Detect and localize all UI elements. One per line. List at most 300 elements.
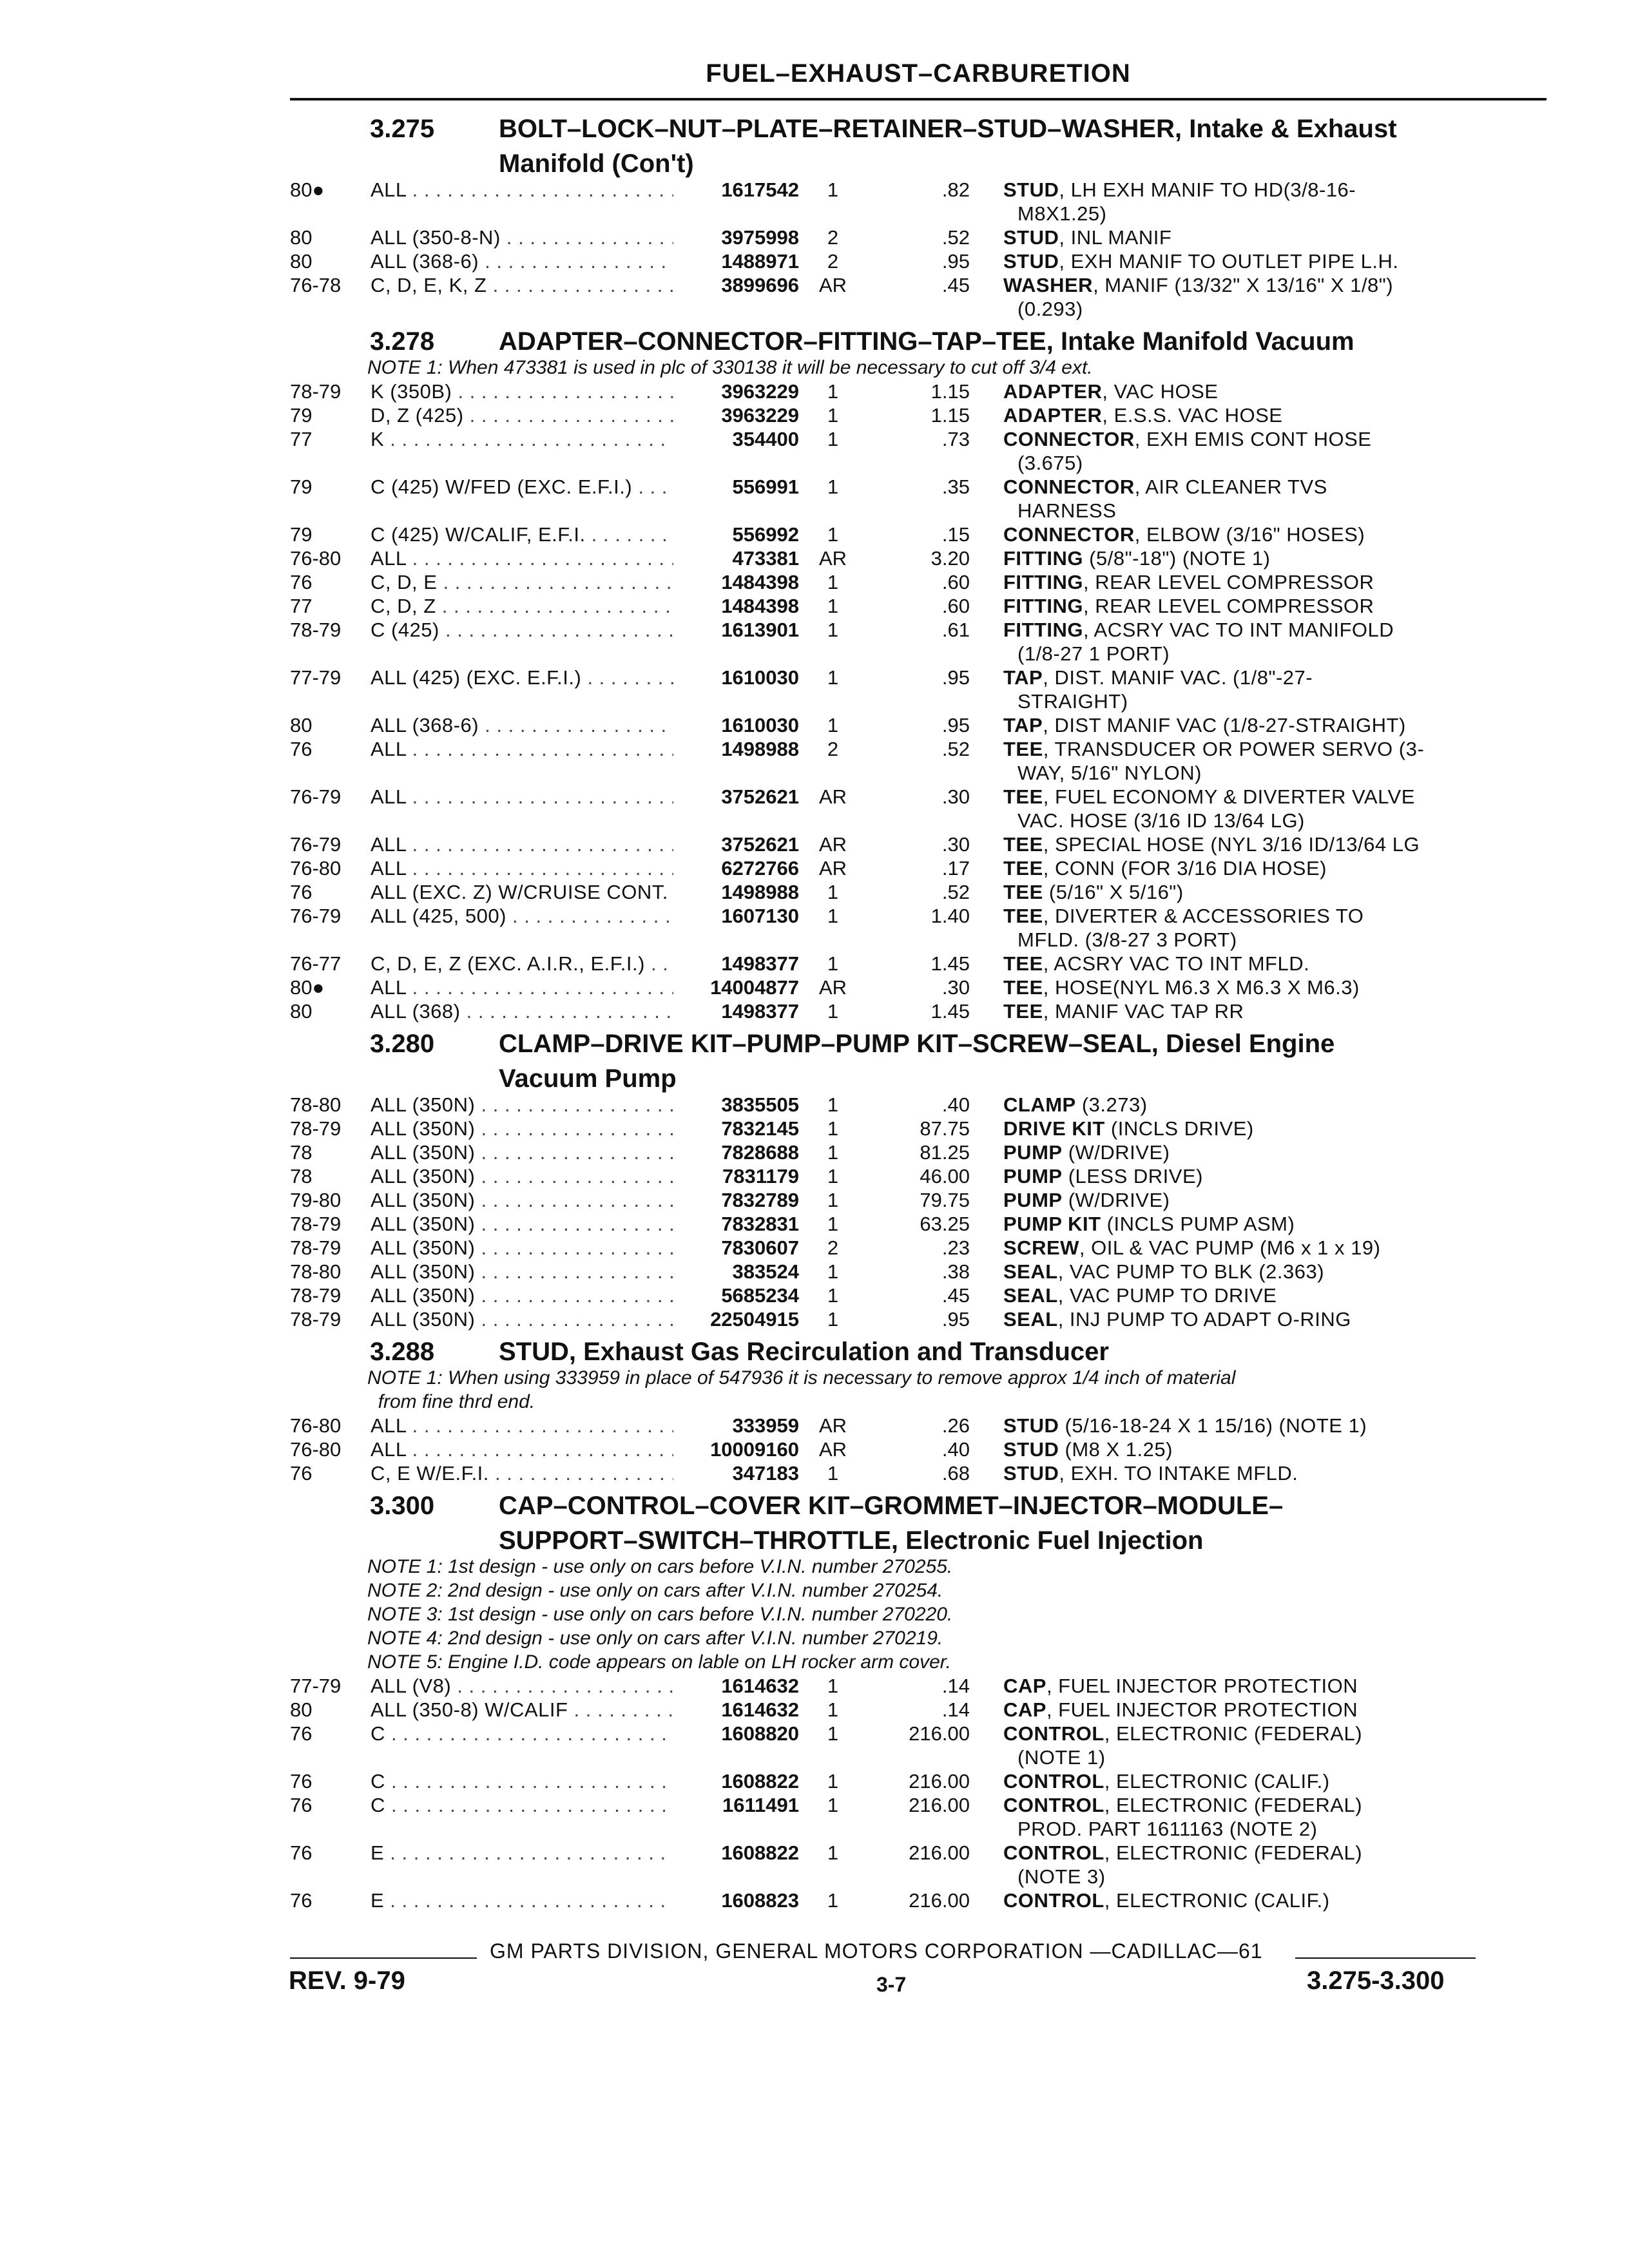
- quantity: 1: [827, 404, 839, 427]
- quantity: 1: [827, 1141, 839, 1164]
- application: C . . .: [371, 1793, 673, 1841]
- application: C . . .: [371, 1722, 673, 1769]
- description-line: TEE, MANIF VAC TAP RR: [1003, 1000, 1244, 1023]
- price: .52: [941, 226, 970, 249]
- description-line: CONTROL, ELECTRONIC (FEDERAL): [1003, 1841, 1363, 1864]
- part-number: 1608823: [721, 1889, 799, 1912]
- section-heading: [290, 1492, 1547, 1520]
- quantity: 1: [827, 1841, 839, 1864]
- application: ALL . . .: [371, 975, 673, 999]
- part-description: [970, 249, 1547, 273]
- quantity: AR: [818, 857, 847, 879]
- part-description: [970, 1437, 1547, 1461]
- price: 79.75: [920, 1189, 970, 1211]
- part-row: [290, 1164, 1547, 1188]
- part-description: [970, 226, 1547, 249]
- part-number: 1617542: [721, 178, 799, 201]
- description-line: TEE, DIVERTER & ACCESSORIES TO: [1003, 905, 1364, 927]
- model-year: 78-80: [290, 1093, 342, 1116]
- description-line: STUD, EXH MANIF TO OUTLET PIPE L.H.: [1003, 250, 1399, 273]
- part-description: [970, 999, 1547, 1023]
- section-note: NOTE 3: 1st design - use only on cars before V.I.N. number 270220.: [367, 1604, 953, 1625]
- description-line: WASHER, MANIF (13/32" X 13/16" X 1/8"): [1003, 274, 1394, 296]
- description-continuation: WAY, 5/16" NYLON): [1017, 762, 1202, 784]
- application: ALL (350N) . . .: [371, 1260, 673, 1283]
- description-line: TEE, HOSE(NYL M6.3 X M6.3 X M6.3): [1003, 976, 1360, 999]
- application: E . . .: [371, 1841, 673, 1888]
- price: .45: [941, 1284, 970, 1307]
- price: .45: [941, 274, 970, 296]
- part-number: 556991: [732, 476, 799, 498]
- part-number: 10009160: [710, 1438, 799, 1461]
- application: ALL (368-6) . . .: [371, 249, 673, 273]
- application: ALL (350-8) W/CALIF . . .: [371, 1698, 673, 1722]
- section-heading: [290, 1526, 1547, 1555]
- model-year: 79-80: [290, 1189, 342, 1211]
- quantity: 2: [827, 738, 839, 760]
- part-row: [290, 856, 1547, 880]
- model-year: 76-79: [290, 833, 342, 856]
- part-row: [290, 570, 1547, 594]
- part-number: 1484398: [721, 595, 799, 617]
- parts-catalog: [290, 108, 1547, 1912]
- section-note: NOTE 1: When 473381 is used in plc of 330138 it will be necessary to cut off 3/4 ext.: [367, 357, 1093, 378]
- quantity: 1: [827, 1213, 839, 1235]
- part-row: [290, 618, 1547, 666]
- part-number: 3752621: [721, 833, 799, 856]
- part-number: 333959: [732, 1414, 799, 1437]
- quantity: 2: [827, 1236, 839, 1259]
- price: 216.00: [909, 1722, 970, 1745]
- quantity: 1: [827, 714, 839, 736]
- model-year: 80●: [290, 178, 325, 201]
- description-line: FITTING, REAR LEVEL COMPRESSOR: [1003, 571, 1374, 593]
- quantity: 1: [827, 523, 839, 546]
- price: 1.15: [930, 380, 970, 403]
- model-year: 77: [290, 595, 313, 617]
- section-number: [290, 1526, 499, 1555]
- model-year: 80: [290, 250, 313, 273]
- application: ALL (350N) . . .: [371, 1117, 673, 1140]
- application: ALL . . .: [371, 785, 673, 832]
- part-number: 354400: [732, 428, 799, 450]
- quantity: 1: [827, 952, 839, 975]
- application: ALL . . .: [371, 178, 673, 226]
- model-year: 77-79: [290, 666, 342, 689]
- price: 81.25: [920, 1141, 970, 1164]
- part-row: [290, 952, 1547, 975]
- application: ALL (350N) . . .: [371, 1164, 673, 1188]
- price: 216.00: [909, 1794, 970, 1816]
- price: .52: [941, 738, 970, 760]
- price: .73: [941, 428, 970, 450]
- section-heading: [290, 149, 1547, 178]
- price: .82: [941, 178, 970, 201]
- part-row: [290, 832, 1547, 856]
- application: ALL . . .: [371, 832, 673, 856]
- part-number: 1613901: [721, 619, 799, 641]
- part-number: 7832145: [721, 1117, 799, 1140]
- part-description: [970, 880, 1547, 904]
- part-description: [970, 273, 1547, 321]
- price: .35: [941, 476, 970, 498]
- part-number: 22504915: [710, 1308, 799, 1331]
- model-year: 76-79: [290, 785, 342, 808]
- quantity: AR: [818, 274, 847, 296]
- quantity: AR: [818, 785, 847, 808]
- application: ALL (350N) . . .: [371, 1283, 673, 1307]
- part-description: [970, 1414, 1547, 1437]
- part-description: [970, 523, 1547, 546]
- section-note: NOTE 1: When using 333959 in place of 547936 it is necessary to remove approx 1/4 inch of material: [367, 1367, 1236, 1389]
- description-line: STUD, LH EXH MANIF TO HD(3/8-16-: [1003, 178, 1356, 201]
- part-number: 556992: [732, 523, 799, 546]
- part-row: [290, 475, 1547, 523]
- part-description: [970, 570, 1547, 594]
- section-number: [290, 149, 499, 178]
- price: .95: [941, 1308, 970, 1331]
- part-row: [290, 1461, 1547, 1485]
- description-line: TAP, DIST. MANIF VAC. (1/8"-27-: [1003, 666, 1313, 689]
- application: ALL (EXC. Z) W/CRUISE CONT. . . .: [371, 880, 673, 904]
- part-description: [970, 832, 1547, 856]
- page-number: 3-7: [876, 1973, 907, 1996]
- price: .60: [941, 571, 970, 593]
- part-row: [290, 1722, 1547, 1769]
- description-line: PUMP (W/DRIVE): [1003, 1141, 1170, 1164]
- description-line: STUD (5/16-18-24 X 1 15/16) (NOTE 1): [1003, 1414, 1367, 1437]
- quantity: 1: [827, 1284, 839, 1307]
- price: 216.00: [909, 1841, 970, 1864]
- description-line: CAP, FUEL INJECTOR PROTECTION: [1003, 1698, 1358, 1721]
- part-row: [290, 1888, 1547, 1912]
- part-description: [970, 1674, 1547, 1698]
- description-line: FITTING (5/8"-18") (NOTE 1): [1003, 547, 1271, 570]
- description-line: TEE, CONN (FOR 3/16 DIA HOSE): [1003, 857, 1327, 879]
- part-number: 1484398: [721, 571, 799, 593]
- description-line: FITTING, REAR LEVEL COMPRESSOR: [1003, 595, 1374, 617]
- part-number: 1488971: [721, 250, 799, 273]
- price: 87.75: [920, 1117, 970, 1140]
- quantity: 1: [827, 595, 839, 617]
- price: 63.25: [920, 1213, 970, 1235]
- model-year: 77-79: [290, 1675, 342, 1697]
- section-note: from fine thrd end.: [367, 1391, 535, 1412]
- section-number: [290, 1064, 499, 1093]
- footer-rule-right: [1295, 1957, 1476, 1959]
- section-heading: [290, 1064, 1547, 1093]
- price: .30: [941, 785, 970, 808]
- quantity: 1: [827, 1000, 839, 1023]
- price: .30: [941, 976, 970, 999]
- application: ALL . . .: [371, 1414, 673, 1437]
- part-description: [970, 975, 1547, 999]
- model-year: 76: [290, 571, 313, 593]
- application: ALL (350N) . . .: [371, 1188, 673, 1212]
- part-description: [970, 618, 1547, 666]
- part-description: [970, 427, 1547, 475]
- description-continuation: (NOTE 3): [1017, 1865, 1106, 1888]
- part-row: [290, 904, 1547, 952]
- model-year: 80: [290, 1000, 313, 1023]
- part-row: [290, 594, 1547, 618]
- part-description: [970, 1164, 1547, 1188]
- application: ALL (350N) . . .: [371, 1140, 673, 1164]
- application: ALL . . .: [371, 737, 673, 785]
- application: C, D, E . . .: [371, 570, 673, 594]
- model-year: 76: [290, 1794, 313, 1816]
- description-line: SEAL, VAC PUMP TO BLK (2.363): [1003, 1260, 1325, 1283]
- part-description: [970, 380, 1547, 403]
- part-row: [290, 226, 1547, 249]
- description-line: STUD, INL MANIF: [1003, 226, 1172, 249]
- part-number: 3963229: [721, 404, 799, 427]
- section-number: 3.275: [370, 115, 435, 143]
- price: .17: [941, 857, 970, 879]
- section-3-288: [290, 1338, 1547, 1485]
- quantity: AR: [818, 1438, 847, 1461]
- model-year: 76: [290, 738, 313, 760]
- description-line: DRIVE KIT (INCLS DRIVE): [1003, 1117, 1254, 1140]
- price: .95: [941, 714, 970, 736]
- description-line: STUD (M8 X 1.25): [1003, 1438, 1173, 1461]
- description-line: STUD, EXH. TO INTAKE MFLD.: [1003, 1462, 1298, 1485]
- part-description: [970, 1793, 1547, 1841]
- application: ALL (350N) . . .: [371, 1307, 673, 1331]
- description-line: CONTROL, ELECTRONIC (FEDERAL): [1003, 1794, 1363, 1816]
- part-description: [970, 1093, 1547, 1117]
- description-continuation: M8X1.25): [1017, 202, 1107, 225]
- description-continuation: MFLD. (3/8-27 3 PORT): [1017, 928, 1237, 951]
- description-continuation: (3.675): [1017, 452, 1083, 474]
- quantity: AR: [818, 833, 847, 856]
- part-number: 3835505: [721, 1093, 799, 1116]
- part-description: [970, 856, 1547, 880]
- model-year: 79: [290, 404, 313, 427]
- part-row: [290, 880, 1547, 904]
- part-number: 14004877: [710, 976, 799, 999]
- description-continuation: (0.293): [1017, 298, 1083, 320]
- model-year: 80: [290, 226, 313, 249]
- quantity: 1: [827, 1189, 839, 1211]
- quantity: 1: [827, 571, 839, 593]
- section-title: STUD, Exhaust Gas Recirculation and Transducer: [499, 1338, 1109, 1366]
- part-description: [970, 713, 1547, 737]
- quantity: 1: [827, 380, 839, 403]
- part-number: 1611491: [722, 1794, 799, 1816]
- description-line: FITTING, ACSRY VAC TO INT MANIFOLD: [1003, 619, 1394, 641]
- part-number: 1498377: [721, 952, 799, 975]
- part-number: 1498988: [721, 881, 799, 903]
- quantity: 1: [827, 666, 839, 689]
- part-description: [970, 1283, 1547, 1307]
- part-row: [290, 546, 1547, 570]
- application: ALL (350N) . . .: [371, 1212, 673, 1236]
- description-line: CONTROL, ELECTRONIC (CALIF.): [1003, 1770, 1330, 1792]
- model-year: 79: [290, 523, 313, 546]
- application: ALL (425) (EXC. E.F.I.) . . .: [371, 666, 673, 713]
- revision-label: REV. 9-79: [289, 1966, 405, 1995]
- model-year: 76: [290, 1462, 313, 1485]
- quantity: 1: [827, 1889, 839, 1912]
- description-continuation: STRAIGHT): [1017, 690, 1128, 713]
- quantity: 1: [827, 1675, 839, 1697]
- part-row: [290, 785, 1547, 832]
- part-description: [970, 1140, 1547, 1164]
- part-row: [290, 1260, 1547, 1283]
- section-number: 3.280: [370, 1030, 435, 1058]
- part-row: [290, 427, 1547, 475]
- description-line: TEE, SPECIAL HOSE (NYL 3/16 ID/13/64 LG: [1003, 833, 1420, 856]
- part-row: [290, 975, 1547, 999]
- part-row: [290, 273, 1547, 321]
- description-line: CONNECTOR, AIR CLEANER TVS: [1003, 476, 1327, 498]
- section-heading: [290, 115, 1547, 143]
- part-row: [290, 403, 1547, 427]
- section-heading: [290, 1338, 1547, 1366]
- application: ALL (368) . . .: [371, 999, 673, 1023]
- quantity: 1: [827, 1698, 839, 1721]
- section-note: NOTE 4: 2nd design - use only on cars after V.I.N. number 270219.: [367, 1628, 943, 1649]
- price: 216.00: [909, 1889, 970, 1912]
- part-description: [970, 1260, 1547, 1283]
- part-number: 1614632: [721, 1698, 799, 1721]
- quantity: 1: [827, 1308, 839, 1331]
- description-line: SEAL, INJ PUMP TO ADAPT O-RING: [1003, 1308, 1351, 1331]
- model-year: 76: [290, 1770, 313, 1792]
- part-description: [970, 1307, 1547, 1331]
- quantity: 1: [827, 1770, 839, 1792]
- application: C (425) W/FED (EXC. E.F.I.) . . .: [371, 475, 673, 523]
- section-title: BOLT–LOCK–NUT–PLATE–RETAINER–STUD–WASHER, Intake & Exhaust: [499, 115, 1397, 143]
- part-number: 1607130: [721, 905, 799, 927]
- model-year: 76-78: [290, 274, 342, 296]
- quantity: 1: [827, 1462, 839, 1485]
- section-number: 3.288: [370, 1338, 435, 1366]
- part-number: 347183: [732, 1462, 799, 1485]
- description-line: ADAPTER, VAC HOSE: [1003, 380, 1219, 403]
- part-row: [290, 249, 1547, 273]
- description-line: TEE, FUEL ECONOMY & DIVERTER VALVE: [1003, 785, 1415, 808]
- model-year: 80: [290, 1698, 313, 1721]
- part-number: 7828688: [721, 1141, 799, 1164]
- part-number: 1608822: [721, 1770, 799, 1792]
- application: ALL (V8) . . .: [371, 1674, 673, 1698]
- price: .26: [941, 1414, 970, 1437]
- price: .30: [941, 833, 970, 856]
- description-continuation: VAC. HOSE (3/16 ID 13/64 LG): [1017, 809, 1305, 832]
- part-description: [970, 475, 1547, 523]
- part-number: 383524: [732, 1260, 799, 1283]
- description-line: PUMP (W/DRIVE): [1003, 1189, 1170, 1211]
- price: 216.00: [909, 1770, 970, 1792]
- application: ALL (368-6) . . .: [371, 713, 673, 737]
- part-description: [970, 546, 1547, 570]
- description-line: CAP, FUEL INJECTOR PROTECTION: [1003, 1675, 1358, 1697]
- description-continuation: HARNESS: [1017, 499, 1117, 522]
- part-number: 3975998: [721, 226, 799, 249]
- part-number: 3899696: [721, 274, 799, 296]
- quantity: 2: [827, 250, 839, 273]
- part-description: [970, 1698, 1547, 1722]
- part-description: [970, 785, 1547, 832]
- model-year: 76-80: [290, 857, 342, 879]
- model-year: 78-79: [290, 1117, 342, 1140]
- part-description: [970, 1188, 1547, 1212]
- part-description: [970, 666, 1547, 713]
- section-3-278: [290, 327, 1547, 1023]
- model-year: 80: [290, 714, 313, 736]
- quantity: 1: [827, 476, 839, 498]
- part-number: 1610030: [721, 714, 799, 736]
- part-description: [970, 904, 1547, 952]
- price: .95: [941, 250, 970, 273]
- description-line: PUMP KIT (INCLS PUMP ASM): [1003, 1213, 1295, 1235]
- price: .14: [941, 1698, 970, 1721]
- model-year: 78-80: [290, 1260, 342, 1283]
- quantity: 1: [827, 1260, 839, 1283]
- quantity: 1: [827, 1794, 839, 1816]
- part-description: [970, 1841, 1547, 1888]
- part-row: [290, 1414, 1547, 1437]
- section-title: ADAPTER–CONNECTOR–FITTING–TAP–TEE, Intake Manifold Vacuum: [499, 327, 1354, 356]
- quantity: 1: [827, 1165, 839, 1187]
- application: ALL (350N) . . .: [371, 1236, 673, 1260]
- part-number: 7830607: [721, 1236, 799, 1259]
- model-year: 78-79: [290, 1236, 342, 1259]
- description-line: CLAMP (3.273): [1003, 1093, 1148, 1116]
- model-year: 80●: [290, 976, 325, 999]
- part-row: [290, 1437, 1547, 1461]
- quantity: 1: [827, 881, 839, 903]
- description-line: TEE, TRANSDUCER OR POWER SERVO (3-: [1003, 738, 1425, 760]
- price: 1.40: [930, 905, 970, 927]
- description-line: SCREW, OIL & VAC PUMP (M6 x 1 x 19): [1003, 1236, 1381, 1259]
- part-number: 1614632: [721, 1675, 799, 1697]
- description-line: PUMP (LESS DRIVE): [1003, 1165, 1203, 1187]
- part-row: [290, 666, 1547, 713]
- part-number: 1610030: [721, 666, 799, 689]
- application: ALL . . .: [371, 856, 673, 880]
- section-title: Manifold (Con't): [499, 149, 694, 178]
- section-heading: [290, 1030, 1547, 1058]
- application: C, D, Z . . .: [371, 594, 673, 618]
- model-year: 78-79: [290, 1308, 342, 1331]
- model-year: 78: [290, 1141, 313, 1164]
- description-line: ADAPTER, E.S.S. VAC HOSE: [1003, 404, 1283, 427]
- header-rule: [290, 98, 1547, 101]
- model-year: 78-79: [290, 619, 342, 641]
- part-description: [970, 952, 1547, 975]
- quantity: 2: [827, 226, 839, 249]
- price: 1.45: [930, 1000, 970, 1023]
- application: C, D, E, K, Z . . .: [371, 273, 673, 321]
- section-title: CLAMP–DRIVE KIT–PUMP–PUMP KIT–SCREW–SEAL, Diesel Engine: [499, 1030, 1335, 1058]
- application: C, D, E, Z (EXC. A.I.R., E.F.I.) . . .: [371, 952, 673, 975]
- quantity: 1: [827, 178, 839, 201]
- part-row: [290, 1212, 1547, 1236]
- description-line: SEAL, VAC PUMP TO DRIVE: [1003, 1284, 1277, 1307]
- part-number: 3963229: [721, 380, 799, 403]
- part-row: [290, 999, 1547, 1023]
- description-continuation: (1/8-27 1 PORT): [1017, 642, 1170, 665]
- price: .40: [941, 1438, 970, 1461]
- section-note: NOTE 5: Engine I.D. code appears on lable on LH rocker arm cover.: [367, 1651, 951, 1673]
- model-year: 78: [290, 1165, 313, 1187]
- part-description: [970, 1212, 1547, 1236]
- part-row: [290, 380, 1547, 403]
- application: E . . .: [371, 1888, 673, 1912]
